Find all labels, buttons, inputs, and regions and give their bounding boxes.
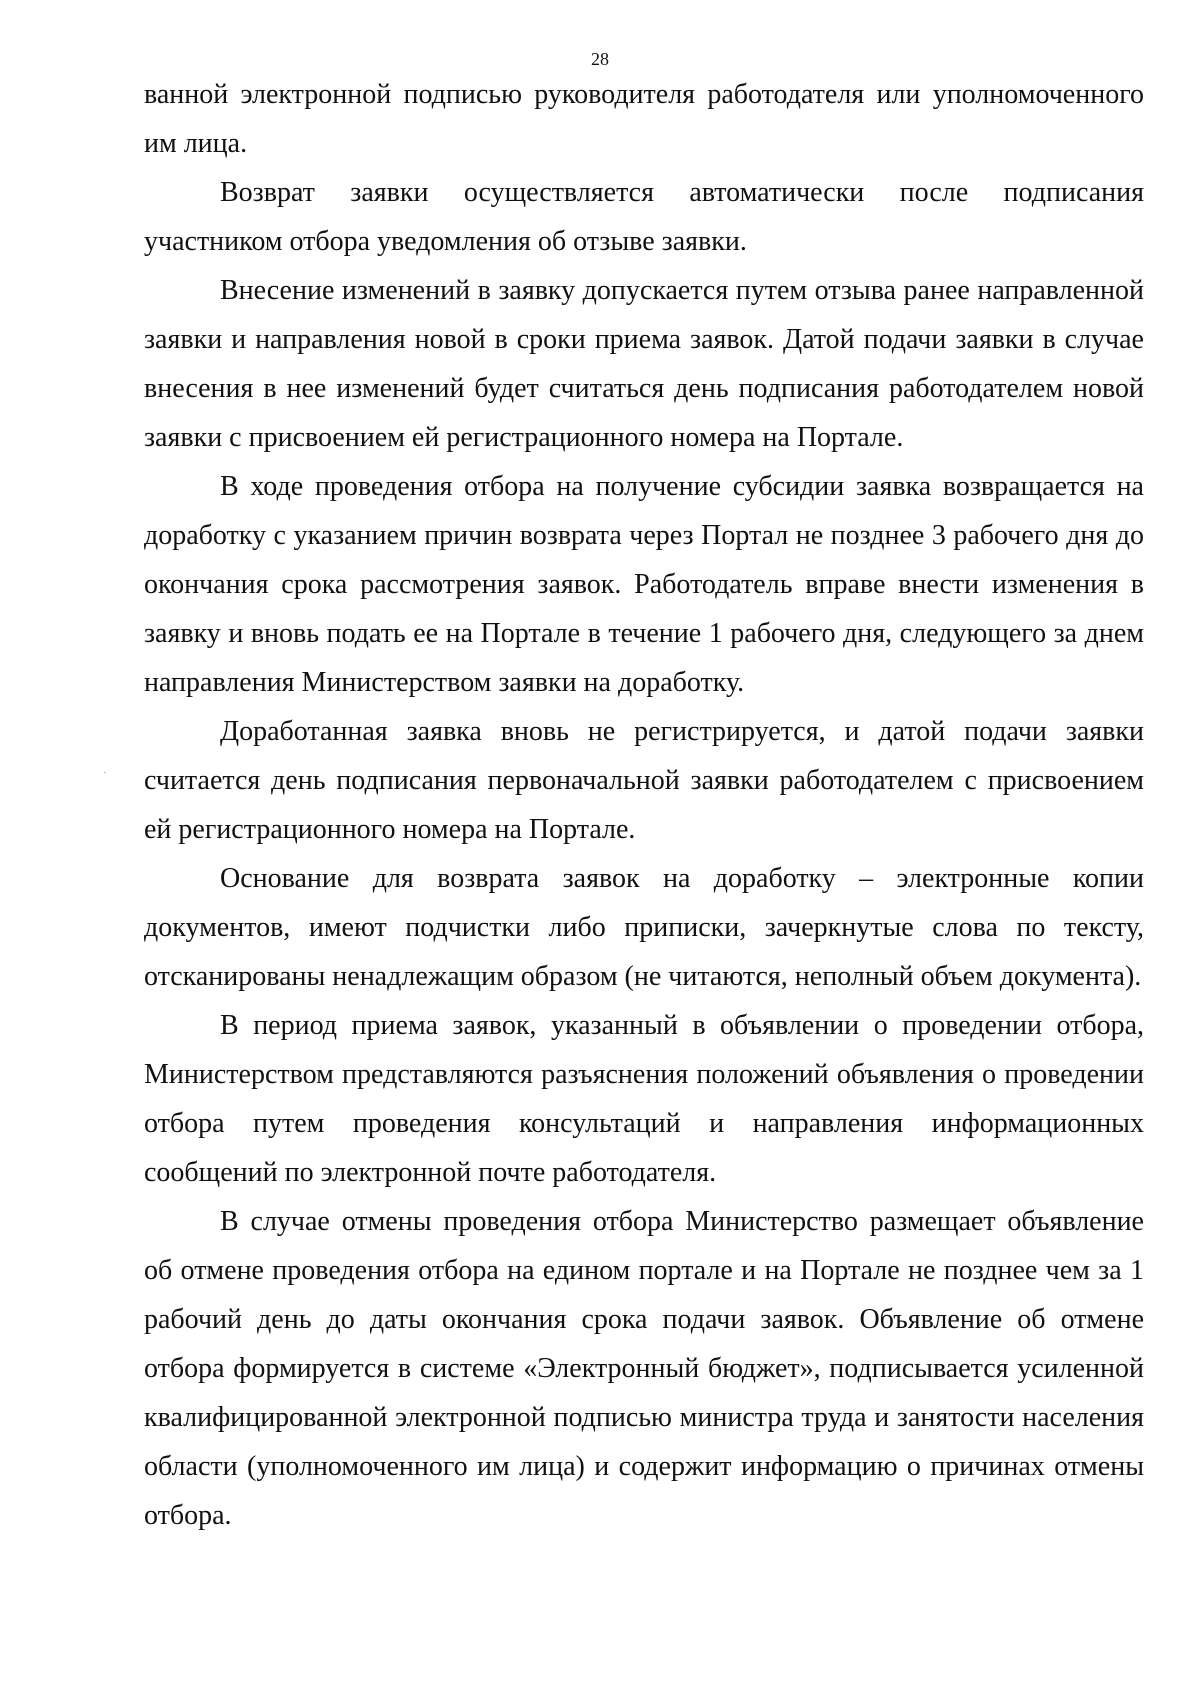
paragraph-clarifications: В период приема заявок, указанный в объявлении о проведении отбора, Министерством представляются разъяснения положений объявления о проведении отбора путем проведения консультаций и направления информационных сообщений по электронной почте работодателя. <box>144 1010 1144 1188</box>
paragraph-grounds-for-return: Основание для возврата заявок на доработку – электронные копии документов, имеют подчистки либо приписки, зачеркнутые слова по тексту, отсканированы ненадлежащим образом (не читаются, неполный объем документа). <box>144 863 1144 992</box>
document-body <box>144 70 1144 1540</box>
paragraph-return-for-revision: В ходе проведения отбора на получение субсидии заявка возвращается на доработку с указанием причин возврата через Портал не позднее 3 рабочего дня до окончания срока рассмотрения заявок. Работодатель вправе внести изменения в заявку и вновь подать ее на Портале в течение 1 рабочего дня, следующего за днем направления Министерством заявки на доработку. <box>144 471 1144 698</box>
page-number: 28 <box>591 49 609 69</box>
paragraph-return-automatic: Возврат заявки осуществляется автоматически после подписания участником отбора уведомления об отзыве заявки. <box>144 177 1144 257</box>
paragraph-continuation: ванной электронной подписью руководителя работодателя или уполномоченного им лица. <box>144 79 1144 159</box>
scan-margin-mark <box>104 772 106 773</box>
paragraph-cancellation: В случае отмены проведения отбора Министерство размещает объявление об отмене проведения отбора на едином портале и на Портале не позднее чем за 1 рабочий день до даты окончания срока подачи заявок. Объявление об отмене отбора формируется в системе «Электронный бюджет», подписывается усиленной квалифицированной электронной подписью министра труда и занятости населения области (уполномоченного им лица) и содержит информацию о причинах отмены отбора. <box>144 1206 1144 1531</box>
paragraph-revised-application: Доработанная заявка вновь не регистрируется, и датой подачи заявки считается день подписания первоначальной заявки работодателем с присвоением ей регистрационного номера на Портале. <box>144 716 1144 845</box>
paragraph-changes-to-application: Внесение изменений в заявку допускается путем отзыва ранее направленной заявки и направления новой в сроки приема заявок. Датой подачи заявки в случае внесения в нее изменений будет считаться день подписания работодателем новой заявки с присвоением ей регистрационного номера на Портале. <box>144 275 1144 453</box>
